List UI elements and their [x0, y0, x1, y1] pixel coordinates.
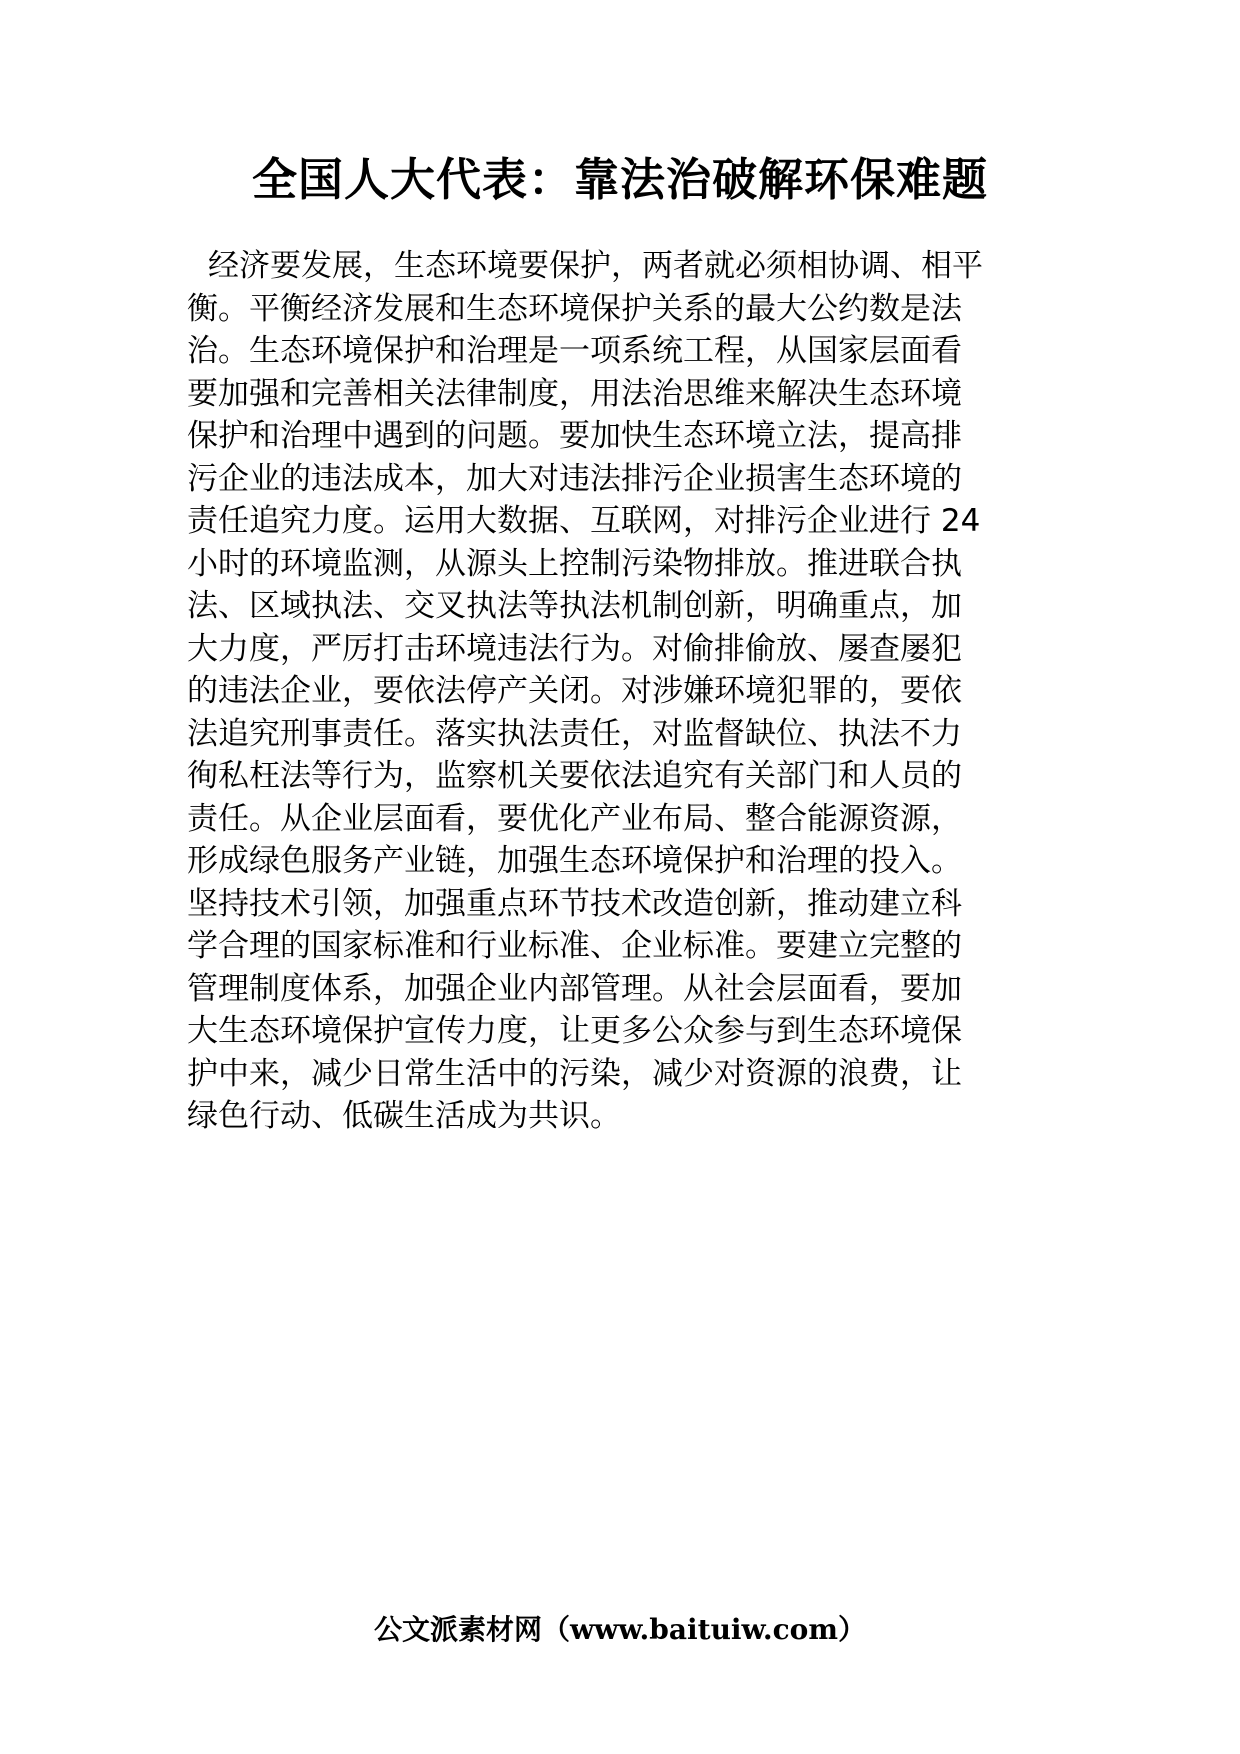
paragraph-line: 经济要发展，生态环境要保护，两者就必须相协调、相平: [208, 248, 983, 284]
paragraph-line: 坚持技术引领，加强重点环节技术改造创新，推动建立科: [187, 885, 962, 922]
paragraph-line: 责任。从企业层面看，要优化产业布局、整合能源资源，: [187, 800, 962, 837]
footer-source: 公文派素材网（www.baituiw.com）: [374, 1613, 866, 1646]
paragraph-line: 治。生态环境保护和治理是一项系统工程，从国家层面看: [187, 333, 962, 369]
article-body: [187, 245, 1053, 1138]
paragraph-line: 污企业的违法成本，加大对违法排污企业损害生态环境的: [187, 460, 962, 497]
paragraph-line: 形成绿色服务产业链，加强生态环境保护和治理的投入。: [187, 843, 962, 879]
paragraph-line: 小时的环境监测，从源头上控制污染物排放。推进联合执: [187, 545, 962, 582]
paragraph-line: 的违法企业，要依法停产关闭。对涉嫌环境犯罪的，要依: [187, 673, 962, 709]
paragraph-line: 责任追究力度。运用大数据、互联网，对排污企业进行 24: [187, 503, 981, 539]
paragraph-line: 大生态环境保护宣传力度，让更多公众参与到生态环境保: [187, 1013, 962, 1049]
paragraph-line: 大力度，严厉打击环境违法行为。对偷排偷放、屡查屡犯: [187, 630, 962, 667]
paragraph-line: 衡。平衡经济发展和生态环境保护关系的最大公约数是法: [187, 290, 962, 327]
paragraph-line: 法、区域执法、交叉执法等执法机制创新，明确重点，加: [187, 588, 962, 624]
paragraph-line: 绿色行动、低碳生活成为共识。: [187, 1098, 621, 1134]
paragraph-line: 保护和治理中遇到的问题。要加快生态环境立法，提高排: [187, 418, 962, 454]
paragraph-line: 要加强和完善相关法律制度，用法治思维来解决生态环境: [187, 375, 962, 412]
paragraph-line: 管理制度体系，加强企业内部管理。从社会层面看，要加: [187, 970, 962, 1007]
paragraph-line: 法追究刑事责任。落实执法责任，对监督缺位、执法不力: [187, 715, 962, 752]
document-title: 全国人大代表：靠法治破解环保难题: [251, 153, 988, 206]
paragraph-line: 护中来，减少日常生活中的污染，减少对资源的浪费，让: [187, 1055, 962, 1092]
paragraph-line: 学合理的国家标准和行业标准、企业标准。要建立完整的: [187, 928, 962, 964]
paragraph-line: 徇私枉法等行为，监察机关要依法追究有关部门和人员的: [187, 758, 962, 794]
